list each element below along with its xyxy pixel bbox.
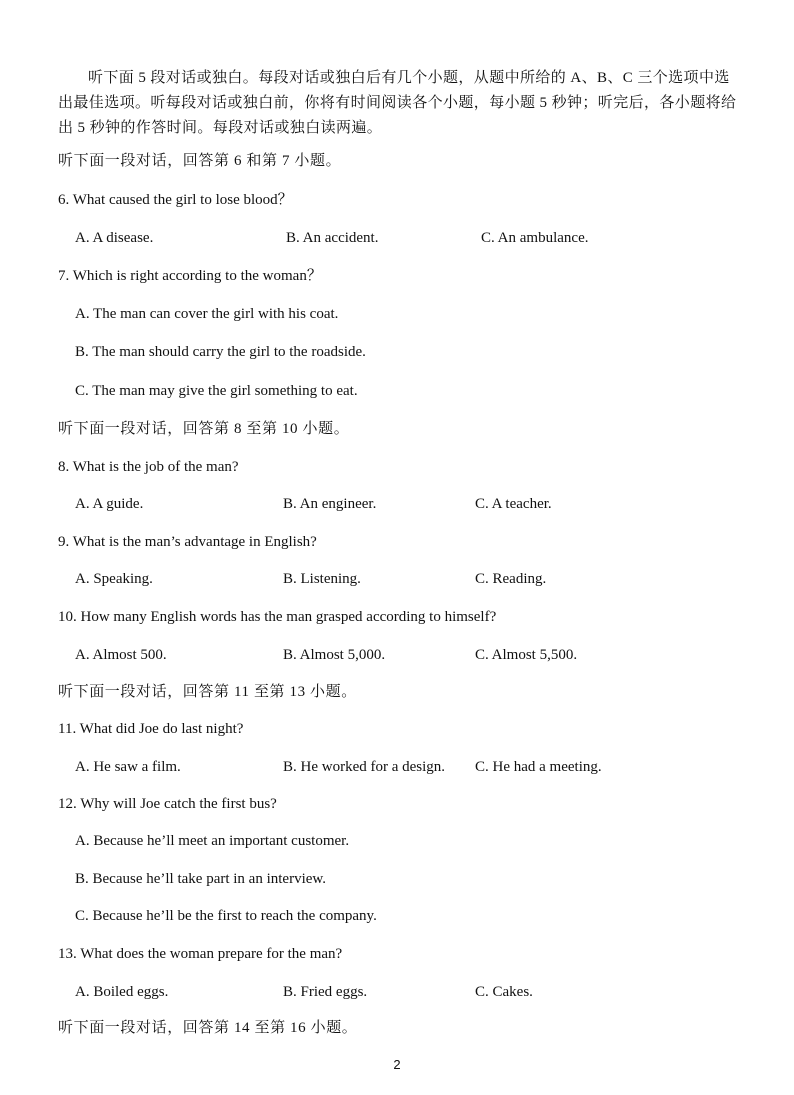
q9-option-a: A. Speaking. xyxy=(75,571,153,587)
section-heading-3: 听下面一段对话，回答第 11 至第 13 小题。 xyxy=(58,684,357,700)
page-number: 2 xyxy=(393,1057,401,1072)
question-8: 8. What is the job of the man? xyxy=(58,459,239,475)
q8-option-a: A. A guide. xyxy=(75,496,144,512)
q11-option-b: B. He worked for a design. xyxy=(283,759,446,775)
question-11: 11. What did Joe do last night? xyxy=(58,721,244,737)
question-9: 9. What is the man’s advantage in English? xyxy=(58,534,317,550)
q10-option-a: A. Almost 500. xyxy=(75,647,167,663)
q12-option-b: B. Because he’ll take part in an interview. xyxy=(75,871,327,887)
section-heading-4: 听下面一段对话，回答第 14 至第 16 小题。 xyxy=(58,1020,358,1036)
q7-option-b: B. The man should carry the girl to the roadside. xyxy=(75,344,366,360)
q11-option-a: A. He saw a film. xyxy=(75,759,181,775)
question-6: 6. What caused the girl to lose blood？ xyxy=(58,192,293,208)
q7-option-a: A. The man can cover the girl with his coat. xyxy=(75,306,339,322)
q12-option-a: A. Because he’ll meet an important customer. xyxy=(75,833,350,849)
question-12: 12. Why will Joe catch the first bus? xyxy=(58,796,277,812)
q9-option-c: C. Reading. xyxy=(475,571,547,587)
q13-option-a: A. Boiled eggs. xyxy=(75,984,169,1000)
question-7: 7. Which is right according to the woman？ xyxy=(58,268,322,284)
q13-option-b: B. Fried eggs. xyxy=(283,984,368,1000)
q12-option-c: C. Because he’ll be the first to reach the company. xyxy=(75,908,377,924)
section-heading-2: 听下面一段对话，回答第 8 至第 10 小题。 xyxy=(58,421,350,437)
q6-option-c: C. An ambulance. xyxy=(481,230,589,246)
question-10: 10. How many English words has the man grasped according to himself? xyxy=(58,609,497,625)
q10-option-b: B. Almost 5,000. xyxy=(283,647,386,663)
question-13: 13. What does the woman prepare for the man? xyxy=(58,946,343,962)
q8-option-b: B. An engineer. xyxy=(283,496,377,512)
q9-option-b: B. Listening. xyxy=(283,571,361,587)
q7-option-c: C. The man may give the girl something to eat. xyxy=(75,383,358,399)
q10-option-c: C. Almost 5,500. xyxy=(475,647,578,663)
q6-option-a: A. A disease. xyxy=(75,230,154,246)
q11-option-c: C. He had a meeting. xyxy=(475,759,602,775)
instructions-paragraph: 听下面 5 段对话或独白。每段对话或独白后有几个小题，从题中所给的 A、B、C 三个选项中选出最佳选项。听每段对话或独白前，你将有时间阅读各个小题，每小题 5 秒钟；听完后，各小题将给出 5 秒钟的作答时间。每段对话或独白读两遍。 xyxy=(58,70,737,136)
q8-option-c: C. A teacher. xyxy=(475,496,552,512)
q13-option-c: C. Cakes. xyxy=(475,984,533,1000)
q6-option-b: B. An accident. xyxy=(286,230,379,246)
section-heading-1: 听下面一段对话，回答第 6 和第 7 小题。 xyxy=(58,153,342,169)
